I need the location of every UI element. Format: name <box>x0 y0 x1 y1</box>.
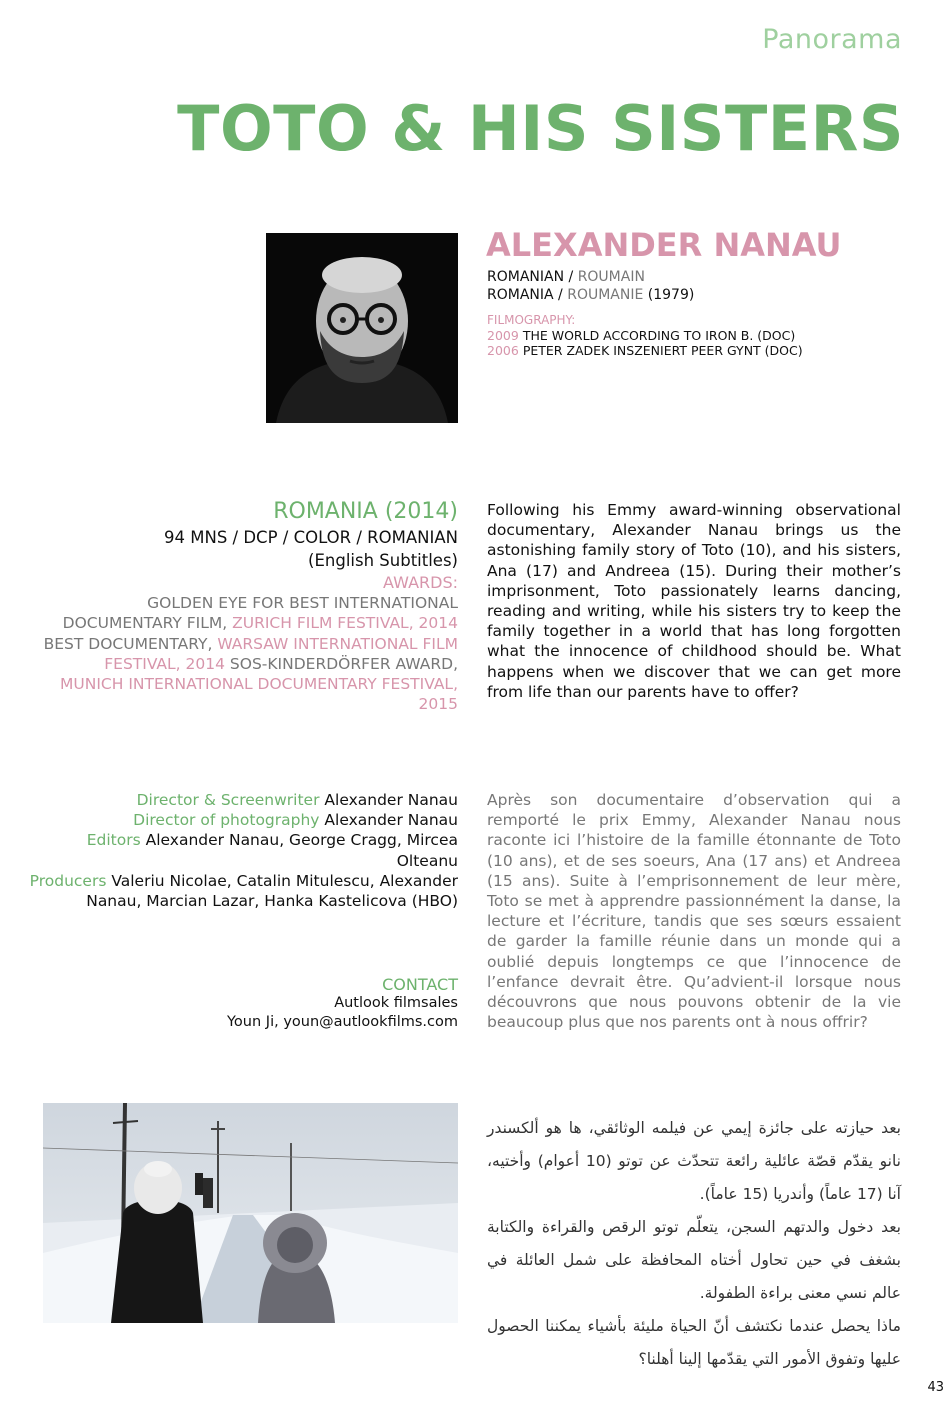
credit-names: Alexander Nanau, George Cragg, Mircea Olteanu <box>145 831 458 870</box>
credit-line <box>28 810 458 830</box>
director-nationality: ROMANIAN / ROUMAIN <box>487 269 645 285</box>
film-origin: ROMANIA (2014) <box>273 499 458 524</box>
synopsis-french: Après son documentaire d’observation qui a remporté le prix Emmy, Alexander Nanau nous raconte ici l’histoire de la famille étonnante de Toto (10 ans), et de ses soeurs, Ana (17 ans) et Andreea (15 ans). Suite à l’emprisonnement de leur mère, Toto se met à apprendre passionnément la danse, la lecture et l’écriture, tandis que ses sœurs essaient de garder la famille réunie dans un monde qui a oublié depuis longtemps ce que l’innocence de l’enfance devrait être. Qu’advient-il lorsque nous découvrons que nous pouvons obtenir de la vie beaucoup plus que nos parents ont à nous offrir? <box>487 791 901 1032</box>
nationality-fr: ROUMAIN <box>577 269 645 285</box>
film-title: TOTO & HIS SISTERS <box>177 92 904 165</box>
awards-list <box>38 593 458 715</box>
credit-names: Alexander Nanau <box>324 791 458 809</box>
director-country: ROMANIA / ROUMANIE (1979) <box>487 287 695 303</box>
nationality-en: ROMANIAN <box>487 269 565 285</box>
film-subtitles: (English Subtitles) <box>308 551 458 570</box>
country-en: ROMANIA <box>487 287 554 303</box>
award-festival: MUNICH INTERNATIONAL DOCUMENTARY FESTIVAL, 2015 <box>60 675 458 714</box>
director-portrait <box>266 233 458 423</box>
section-label: Panorama <box>762 24 902 55</box>
credit-role: Producers <box>29 871 107 890</box>
filmography-title: THE WORLD ACCORDING TO IRON B. (DOC) <box>522 328 796 343</box>
synopsis-arabic <box>487 1112 901 1376</box>
synopsis-arabic-p3: ماذا يحصل عندما نكتشف أنّ الحياة مليئة بأشياء يمكننا الحصول عليها وتفوق الأمور التي يقدّمها إلينا أهلنا؟ <box>487 1317 901 1368</box>
credit-role: Director & Screenwriter <box>136 791 320 809</box>
filmography-item <box>487 328 795 343</box>
award-festival: WARSAW INTERNATIONAL FILM FESTIVAL, 2014 <box>104 634 458 673</box>
credit-line <box>28 790 458 810</box>
award-name: SOS-KINDERDÖRFER AWARD, <box>224 654 458 673</box>
director-name: ALEXANDER NANAU <box>486 226 842 264</box>
synopsis-arabic-p1: بعد حيازته على جائزة إيمي عن فيلمه الوثائقي، ها هو ألكسندر نانو يقدّم قصّة عائلية رائعة تتحدّث عن توتو (10 أعوام) وأختيه، آنا (17 عاماً) وأندريا (15 عاماً). <box>487 1119 901 1203</box>
film-still <box>43 1103 458 1323</box>
awards-label: AWARDS: <box>383 573 458 592</box>
credit-role: Editors <box>86 831 141 850</box>
page-number: 43 <box>927 1380 944 1395</box>
contact-block <box>158 975 458 1032</box>
filmography-item <box>487 343 803 358</box>
film-still-illustration <box>43 1103 458 1323</box>
award-name: GOLDEN EYE FOR BEST INTERNATIONAL DOCUMENTARY FILM, <box>62 594 458 633</box>
contact-person: Youn Ji, youn@autlookfilms.com <box>227 1014 458 1030</box>
award-festival: ZURICH FILM FESTIVAL, 2014 <box>232 614 458 633</box>
award-name: BEST DOCUMENTARY, <box>43 634 218 653</box>
synopsis-arabic-p2: بعد دخول والدتهم السجن، يتعلّم توتو الرقص والقراءة والكتابة بشغف في حين تحاول أختاه المحافظة على شمل العائلة في عالم نسي معنى براءة الطفولة. <box>487 1218 901 1302</box>
credit-names: Alexander Nanau <box>324 811 458 830</box>
filmography-title: PETER ZADEK INSZENIERT PEER GYNT (DOC) <box>522 343 803 358</box>
credit-role: Director of photography <box>133 811 320 830</box>
portrait-illustration <box>266 233 458 423</box>
film-tech: 94 MNS / DCP / COLOR / ROMANIAN <box>164 528 458 547</box>
credit-line <box>28 830 458 870</box>
film-info <box>38 498 458 715</box>
filmography-label: FILMOGRAPHY: <box>487 313 576 327</box>
credit-line <box>28 871 458 911</box>
country-fr: ROUMANIE <box>567 287 644 303</box>
synopsis-english: Following his Emmy award-winning observational documentary, Alexander Nanau brings us the astonishing family story of Toto (10), and his sisters, Ana (17) and Andreea (15). During their mother’s imprisonment, Toto passionately learns dancing, reading and writing, while his sisters try to keep the family together in a world that has long forgotten what the innocence of childhood should be. What happens when we discover that we can get more from life than our parents have to offer? <box>487 501 901 701</box>
contact-label: CONTACT <box>382 975 458 994</box>
credit-names: Valeriu Nicolae, Catalin Mitulescu, Alexander Nanau, Marcian Lazar, Hanka Kastelicova (HBO) <box>86 871 458 911</box>
contact-company: Autlook filmsales <box>334 995 458 1011</box>
birth-year: (1979) <box>647 287 695 303</box>
credits <box>28 790 458 911</box>
filmography-year: 2009 <box>487 328 519 343</box>
filmography-year: 2006 <box>487 343 519 358</box>
